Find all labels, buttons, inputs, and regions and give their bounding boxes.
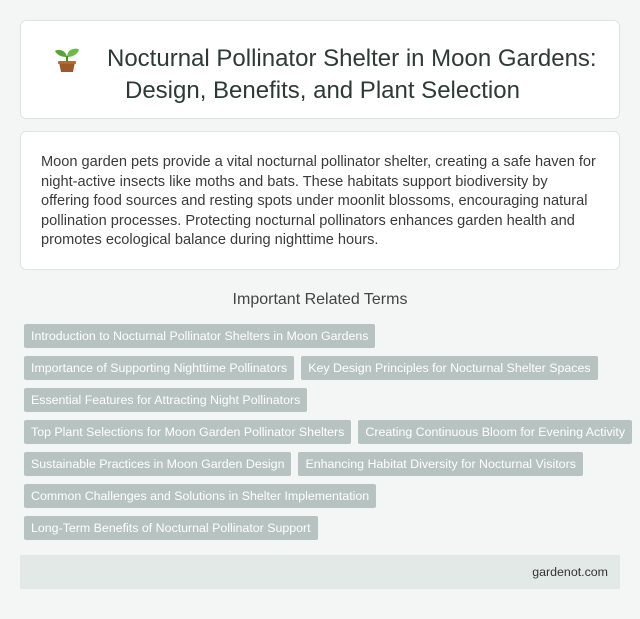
term-row [24,388,620,412]
page-content [20,20,626,548]
related-term-tag[interactable]: Key Design Principles for Nocturnal Shelter Spaces [301,356,597,380]
related-term-tag[interactable]: Enhancing Habitat Diversity for Nocturnal Visitors [298,452,582,476]
related-terms-list [20,324,626,540]
page-title-line-1: Nocturnal Pollinator Shelter in Moon Gardens: [107,45,597,72]
term-row [24,356,620,380]
page-title-line-2: Design, Benefits, and Plant Selection [125,77,520,104]
footer [20,555,620,589]
related-term-tag[interactable]: Essential Features for Attracting Night Pollinators [24,388,307,412]
related-term-tag[interactable]: Creating Continuous Bloom for Evening Activity [358,420,632,444]
term-row [24,420,626,444]
term-row [24,452,620,476]
sprout-icon [54,45,80,73]
related-term-tag[interactable]: Long-Term Benefits of Nocturnal Pollinator Support [24,516,318,540]
term-row [24,516,620,540]
related-term-tag[interactable]: Sustainable Practices in Moon Garden Design [24,452,291,476]
related-terms-heading: Important Related Terms [232,291,408,308]
related-term-tag[interactable]: Top Plant Selections for Moon Garden Pollinator Shelters [24,420,351,444]
related-term-tag[interactable]: Introduction to Nocturnal Pollinator Shelters in Moon Gardens [24,324,375,348]
page-title [55,43,599,107]
term-row [24,484,620,508]
intro-paragraph: Moon garden pets provide a vital nocturnal pollinator shelter, creating a safe haven for night-active insects like moths and bats. These habitats support biodiversity by offering food sources and resting spots under moonlit blossoms, encouraging natural pollination processes. Protecting nocturnal pollinators enhances garden health and promotes ecological balance during nighttime hours. [41,154,596,248]
related-term-tag[interactable]: Common Challenges and Solutions in Shelter Implementation [24,484,376,508]
title-card [20,20,620,119]
related-term-tag[interactable]: Importance of Supporting Nighttime Pollinators [24,356,294,380]
intro-card [20,131,620,270]
footer-site-link[interactable]: gardenot.com [532,565,608,579]
term-row [24,324,620,348]
